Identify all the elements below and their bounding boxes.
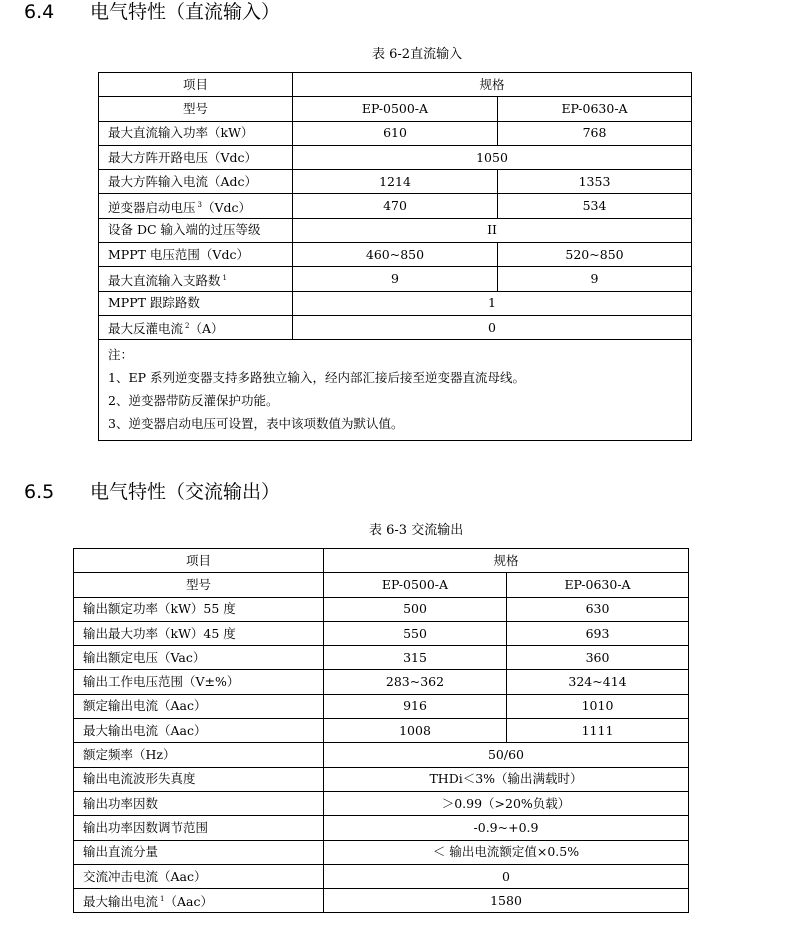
cell-value: 360 xyxy=(507,646,689,670)
cell-value: ＞0.99（>20%负载） xyxy=(324,791,689,815)
header-item: 项目 xyxy=(74,549,324,573)
model-label: 型号 xyxy=(74,573,324,597)
row-label: 输出工作电压范围（V±%） xyxy=(74,670,324,694)
model-name: EP-0500-A xyxy=(293,97,498,121)
footnote-marker: 3 xyxy=(197,200,202,209)
cell-value: 0 xyxy=(293,315,692,339)
row-label: 额定输出电流（Aac） xyxy=(74,694,324,718)
row-label: 设备 DC 输入端的过压等级 xyxy=(99,218,293,242)
table-row xyxy=(74,767,689,791)
row-label: 最大直流输入功率（kW） xyxy=(99,121,293,145)
cell-value: 1050 xyxy=(293,145,692,169)
row-label: 最大输出电流（Aac） xyxy=(74,719,324,743)
note-item: 3、逆变器启动电压可设置，表中该项数值为默认值。 xyxy=(108,416,404,432)
note-item: 2、逆变器带防反灌保护功能。 xyxy=(108,393,279,409)
table-row xyxy=(74,694,689,718)
cell-value: 324~414 xyxy=(507,670,689,694)
section-heading-6-4 xyxy=(24,1,281,23)
table-row xyxy=(74,719,689,743)
cell-value: 0 xyxy=(324,864,689,888)
table-row xyxy=(99,315,692,339)
cell-value: 1010 xyxy=(507,694,689,718)
cell-value: 1353 xyxy=(498,170,692,194)
row-label: 交流冲击电流（Aac） xyxy=(74,864,324,888)
table-row xyxy=(99,121,692,145)
table-caption: 表 6-3 交流输出 xyxy=(369,523,464,538)
row-label: 输出功率因数调节范围 xyxy=(74,816,324,840)
ac-output-table xyxy=(73,548,689,913)
row-label: 输出电流波形失真度 xyxy=(74,767,324,791)
row-label: 最大输出电流 $^1$（Aac） xyxy=(74,889,324,913)
model-name: EP-0500-A xyxy=(324,573,507,597)
table-caption: 表 6-2直流输入 xyxy=(372,47,463,62)
table-row xyxy=(74,889,689,913)
cell-value: 550 xyxy=(324,621,507,645)
section-title: 电气特性（直流输入） xyxy=(90,1,281,23)
cell-value: 534 xyxy=(498,194,692,218)
table-row xyxy=(99,291,692,315)
table-row xyxy=(74,743,689,767)
row-label: 输出直流分量 xyxy=(74,840,324,864)
notes-row xyxy=(99,340,692,441)
cell-value: THDi＜3%（输出满载时） xyxy=(324,767,689,791)
row-label: 最大直流输入支路数 $^1$ xyxy=(99,267,293,291)
row-label: MPPT 跟踪路数 xyxy=(99,291,293,315)
header-item: 项目 xyxy=(99,73,293,97)
cell-value: 1580 xyxy=(324,889,689,913)
header-spec: 规格 xyxy=(324,549,689,573)
cell-value: 50/60 xyxy=(324,743,689,767)
cell-value: 1111 xyxy=(507,719,689,743)
header-spec: 规格 xyxy=(293,73,692,97)
table-row xyxy=(99,267,692,291)
section-number: 6.4 xyxy=(24,1,55,23)
notes-cell xyxy=(99,340,692,441)
table-header-row xyxy=(74,549,689,573)
cell-value: 470 xyxy=(293,194,498,218)
cell-value: 9 xyxy=(498,267,692,291)
table-row xyxy=(99,218,692,242)
table-row xyxy=(74,791,689,815)
table-header-row xyxy=(99,73,692,97)
cell-value: 916 xyxy=(324,694,507,718)
dc-input-table xyxy=(98,72,692,441)
table-row xyxy=(74,621,689,645)
section-number: 6.5 xyxy=(24,481,55,503)
row-label: 最大方阵开路电压（Vdc） xyxy=(99,145,293,169)
cell-value: 1008 xyxy=(324,719,507,743)
table-row xyxy=(74,840,689,864)
notes-title: 注： xyxy=(108,347,134,363)
model-name: EP-0630-A xyxy=(507,573,689,597)
cell-value: 693 xyxy=(507,621,689,645)
cell-value: 520~850 xyxy=(498,243,692,267)
row-label: 最大方阵输入电流（Adc） xyxy=(99,170,293,194)
row-label: 输出功率因数 xyxy=(74,791,324,815)
table-row xyxy=(99,145,692,169)
row-label: 输出额定电压（Vac） xyxy=(74,646,324,670)
table-row xyxy=(74,864,689,888)
cell-value: 9 xyxy=(293,267,498,291)
model-name: EP-0630-A xyxy=(498,97,692,121)
section-title: 电气特性（交流输出） xyxy=(90,481,281,503)
table-row xyxy=(74,816,689,840)
footnote-marker: 2 xyxy=(185,322,190,331)
row-label: 逆变器启动电压 $^3$（Vdc） xyxy=(99,194,293,218)
cell-value: 610 xyxy=(293,121,498,145)
cell-value: 1214 xyxy=(293,170,498,194)
cell-value: 630 xyxy=(507,597,689,621)
footnote-marker: 1 xyxy=(222,273,227,282)
table-row xyxy=(99,170,692,194)
row-label: 输出额定功率（kW）55 度 xyxy=(74,597,324,621)
row-label: MPPT 电压范围（Vdc） xyxy=(99,243,293,267)
cell-value: 315 xyxy=(324,646,507,670)
note-item: 1、EP 系列逆变器支持多路独立输入，经内部汇接后接至逆变器直流母线。 xyxy=(108,370,525,386)
cell-value: II xyxy=(293,218,692,242)
cell-value: ＜ 输出电流额定值×0.5% xyxy=(324,840,689,864)
table-row xyxy=(74,670,689,694)
table-row xyxy=(74,646,689,670)
cell-value: 283~362 xyxy=(324,670,507,694)
cell-value: 1 xyxy=(293,291,692,315)
model-row xyxy=(74,573,689,597)
section-heading-6-5 xyxy=(24,481,281,503)
table-row xyxy=(99,194,692,218)
row-label: 最大反灌电流 $^2$（A） xyxy=(99,315,293,339)
row-label: 额定频率（Hz） xyxy=(74,743,324,767)
table-row xyxy=(74,597,689,621)
footnote-marker: 1 xyxy=(160,895,165,904)
model-label: 型号 xyxy=(99,97,293,121)
cell-value: 500 xyxy=(324,597,507,621)
row-label: 输出最大功率（kW）45 度 xyxy=(74,621,324,645)
cell-value: -0.9~+0.9 xyxy=(324,816,689,840)
cell-value: 460~850 xyxy=(293,243,498,267)
cell-value: 768 xyxy=(498,121,692,145)
model-row xyxy=(99,97,692,121)
table-row xyxy=(99,243,692,267)
